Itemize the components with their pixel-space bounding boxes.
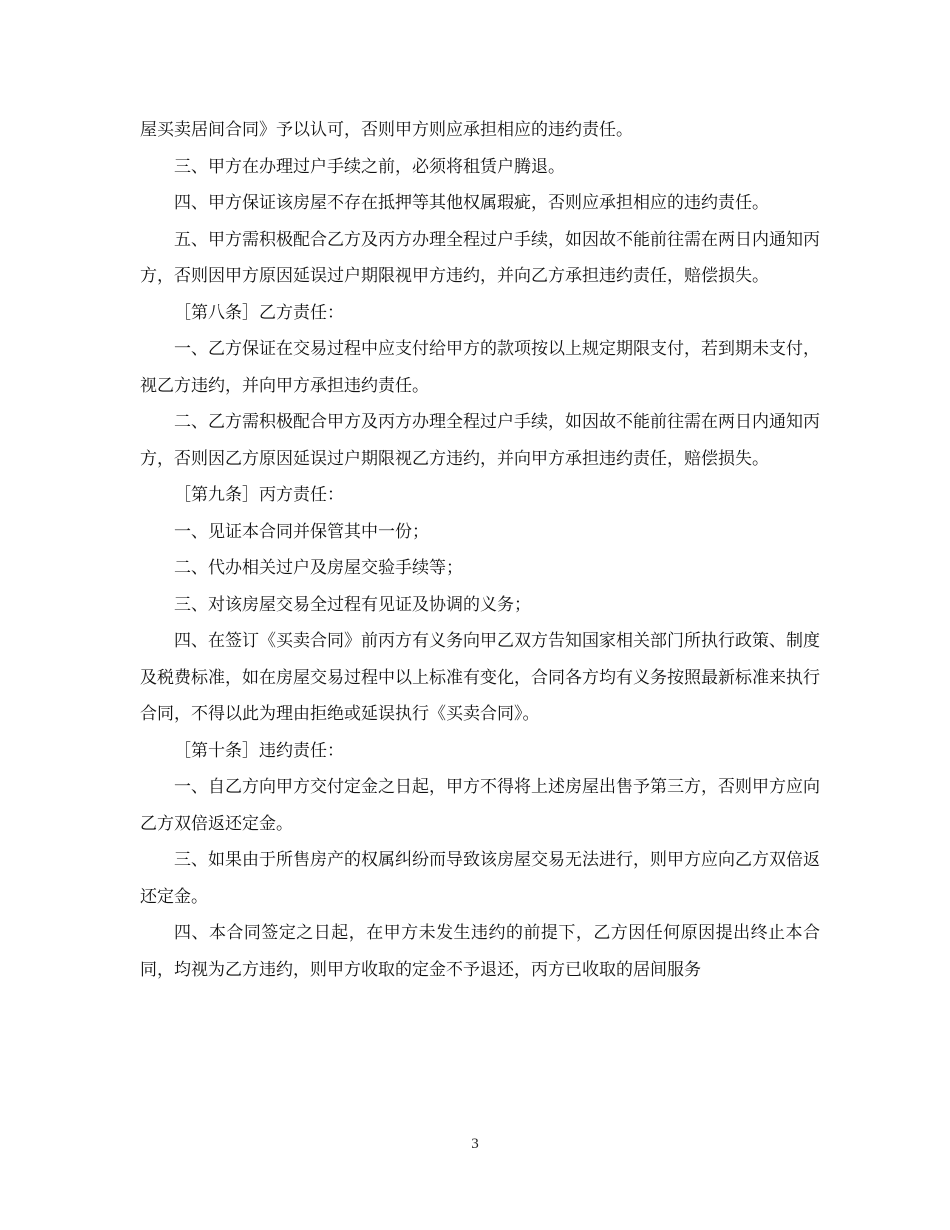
- paragraph-clause-agent-4: 四、在签订《买卖合同》前丙方有义务向甲乙双方告知国家相关部门所执行政策、制度及税费标准，如在房屋交易过程中以上标准有变化，合同各方均有义务按照最新标准来执行合同，不得以此为理由拒绝或延误执行《买卖合同》。: [140, 631, 820, 724]
- paragraph-clause-breach-1: 一、自乙方向甲方交付定金之日起，甲方不得将上述房屋出售予第三方，否则甲方应向乙方双倍返还定金。: [140, 777, 820, 834]
- paragraph-clause-seller-5: 五、甲方需积极配合乙方及丙方办理全程过户手续，如因故不能前往需在两日内通知丙方，否则因甲方原因延误过户期限视甲方违约，并向乙方承担违约责任，赔偿损失。: [140, 229, 820, 286]
- paragraph-clause-buyer-2: 二、乙方需积极配合甲方及丙方办理全程过户手续，如因故不能前往需在两日内通知丙方，否则因乙方原因延误过户期限视乙方违约，并向甲方承担违约责任，赔偿损失。: [140, 412, 820, 469]
- paragraph-continuation: 屋买卖居间合同》予以认可，否则甲方则应承担相应的违约责任。: [140, 120, 633, 140]
- paragraph-clause-buyer-1: 一、乙方保证在交易过程中应支付给甲方的款项按以上规定期限支付，若到期未支付，视乙方违约，并向甲方承担违约责任。: [140, 339, 820, 396]
- paragraph-clause-breach-4: 四、本合同签定之日起，在甲方未发生违约的前提下，乙方因任何原因提出终止本合同，均视为乙方违约，则甲方收取的定金不予退还，丙方已收取的居间服务: [140, 923, 820, 980]
- paragraph-clause-breach-3: 三、如果由于所售房产的权属纠纷而导致该房屋交易无法进行，则甲方应向乙方双倍返还定金。: [140, 850, 820, 907]
- paragraph-clause-agent-2: 二、代办相关过户及房屋交验手续等；: [174, 558, 463, 578]
- page-number: 3: [471, 1136, 479, 1152]
- heading-article-9: ［第九条］丙方责任：: [174, 485, 344, 505]
- heading-article-10: ［第十条］违约责任：: [174, 740, 344, 761]
- heading-article-8: ［第八条］乙方责任：: [174, 302, 344, 323]
- paragraph-clause-seller-3: 三、甲方在办理过户手续之前，必须将租赁户腾退。: [174, 156, 565, 177]
- paragraph-clause-agent-3: 三、对该房屋交易全过程有见证及协调的义务；: [174, 594, 531, 615]
- paragraph-clause-agent-1: 一、见证本合同并保管其中一份；: [174, 521, 429, 542]
- paragraph-clause-seller-4: 四、甲方保证该房屋不存在抵押等其他权属瑕疵，否则应承担相应的违约责任。: [174, 193, 769, 213]
- contract-body: [140, 112, 820, 988]
